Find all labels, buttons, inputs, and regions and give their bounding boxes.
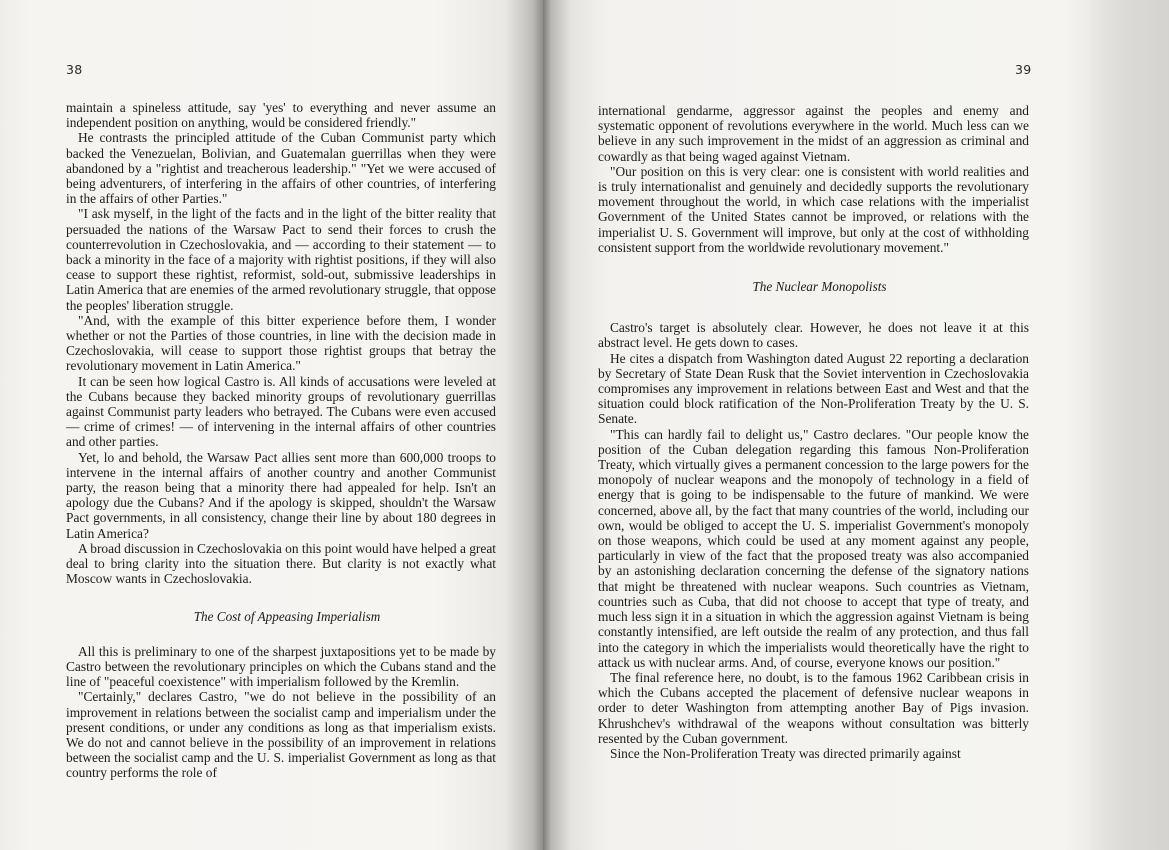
section-heading: The Cost of Appeasing Imperialism <box>193 608 381 624</box>
paragraph: "And, with the example of this bitter experience before them, I wonder whether or not the Parties of those countries, in line with the decision made in Czechoslovakia, will cease to support those rightist groups that betray the revolutionary movement in Latin America." <box>66 312 496 374</box>
paragraph: It can be seen how logical Castro is. All kinds of accusations were leveled at the Cubans because they backed minority groups of revolutionary guerrillas against Communist party leaders who betrayed. The Cubans were even accused — crime of crimes! — of intervening in the internal affairs of other countries and other parties. <box>66 373 496 450</box>
paragraph: Castro's target is absolutely clear. However, he does not leave it at this abstract level. He gets down to cases. <box>598 320 1029 351</box>
right-page-text <box>598 103 1029 761</box>
paragraph: The final reference here, no doubt, is to the famous 1962 Caribbean crisis in which the Cubans accepted the placement of defensive nuclear weapons in order to deter Washington from attempting another Bay of Pigs invasion. Khrushchev's withdrawal of the weapons without consultation was bitterly resented by the Cuban government. <box>598 669 1029 746</box>
paragraph: Since the Non-Proliferation Treaty was directed primarily against <box>610 745 961 761</box>
right-page <box>543 0 1091 850</box>
paragraph: "I ask myself, in the light of the facts and in the light of the bitter reality that persuaded the nations of the Warsaw Pact to send their forces to crush the counterrevolution in Czechoslovakia, and — according to their statement — to back a minority in the face of a majority with rightist positions, if they will also cease to support these rightist, reformist, sold-out, submissive leaderships in Latin America that are enemies of the armed revolutionary struggle, that oppose the peoples' liberation struggle. <box>66 206 496 313</box>
paragraph: He contrasts the principled attitude of the Cuban Communist party which backed the Venezuelan, Bolivian, and Guatemalan guerrillas when they were abandoned by a "rightist and treacherous leadership." "Yet we were accused of being adventurers, of interfering in the affairs of other countries, of interfering in the affairs of other Parties." <box>66 130 496 207</box>
paragraph: international gendarme, aggressor against the peoples and enemy and systematic opponent of revolutions everywhere in the world. Much less can we believe in any such improvement in the midst of an aggression as criminal and cowardly as that being waged against Vietnam. <box>598 103 1029 164</box>
left-page <box>0 0 543 850</box>
page-number: 39 <box>1015 62 1032 77</box>
page-number: 38 <box>66 62 83 77</box>
paragraph: "Our position on this is very clear: one is consistent with world realities and is truly internationalist and genuinely and decidedly supports the revolutionary movement throughout the world, in which case relations with the imperialist Government of the United States cannot be improved, or relations with the imperialist U. S. Government will improve, but only at the cost of withholding consistent support from the worldwide revolutionary movement." <box>598 163 1029 255</box>
page-stack-edge <box>1091 0 1169 850</box>
paragraph: "This can hardly fail to delight us," Castro declares. "Our people know the position of the Cuban delegation regarding this famous Non-Proliferation Treaty, which virtually gives a permanent concession to the large powers for the monopoly of nuclear weapons and the monopoly of technology in a field of energy that is going to be indispensable to the future of mankind. We were concerned, above all, by the fact that many countries of the world, including our own, would be obliged to accept the U. S. imperialist Government's monopoly on those weapons, which could be used at any moment against any people, particularly in view of the fact that the proposed treaty was also accompanied by an astonishing declaration concerning the defense of the signatory nations that might be threatened with nuclear weapons. Such countries as Vietnam, countries such as Cuba, that did not choose to accept that type of treaty, and much less sign it in a situation in which the aggression against Vietnam is being constantly intensified, are left outside the realm of any protection, and thus fall into the category in which the imperialists would theoretically have the right to attack us with nuclear arms. And, of course, everyone knows our position." <box>598 426 1029 670</box>
left-page-text <box>66 100 496 781</box>
paragraph: A broad discussion in Czechoslovakia on this point would have helped a great deal to bring clarity into the situation there. But clarity is not exactly what Moscow wants in Czechoslovakia. <box>66 540 496 587</box>
paragraph: All this is preliminary to one of the sharpest juxtapositions yet to be made by Castro between the revolutionary principles on which the Cubans stand and the line of "peaceful coexistence" with imperialism followed by the Kremlin. <box>66 643 496 690</box>
paragraph: "Certainly," declares Castro, "we do not believe in the possibility of an improvement in relations between the socialist camp and imperialism under the present conditions, or under any conditions as long as that imperialism exists. We do not and cannot believe in the possibility of an improvement in relations between the socialist camp and the U. S. imperialist Government as long as that country performs the role of <box>66 689 496 781</box>
paragraph: Yet, lo and behold, the Warsaw Pact allies sent more than 600,000 troops to intervene in the internal affairs of another country and another Communist party, the reason being that a minority there had appealed for help. Isn't an apology due the Cubans? And if the apology is skipped, shouldn't the Warsaw Pact governments, in all consistency, change their line by about 180 degrees in Latin America? <box>66 449 496 541</box>
paragraph: He cites a dispatch from Washington dated August 22 reporting a declaration by Secretary of State Dean Rusk that the Soviet intervention in Czechoslovakia compromises any improvement in relations between East and West and that the situation could block ratification of the Non-Proliferation Treaty by the U. S. Senate. <box>598 350 1029 427</box>
section-heading: The Nuclear Monopolists <box>752 279 887 295</box>
paragraph: maintain a spineless attitude, say 'yes' to everything and never assume an independent position on anything, would be considered friendly." <box>66 100 496 131</box>
